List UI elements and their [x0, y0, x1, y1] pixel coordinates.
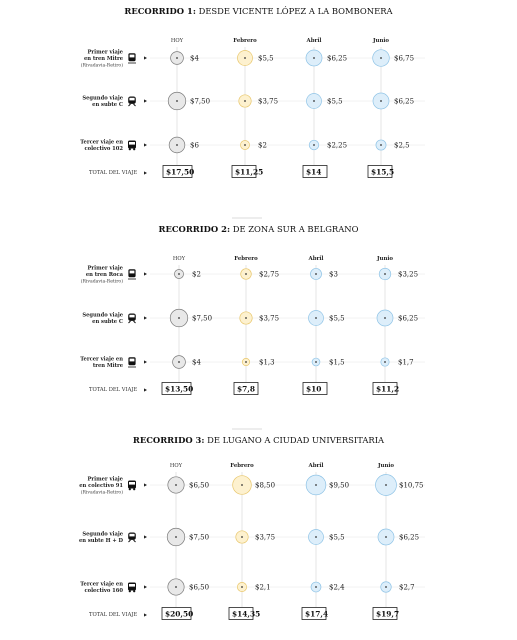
arrow-icon	[144, 99, 147, 102]
subway-window	[129, 534, 134, 537]
row-sublabel: (Rivadavia-Retiro)	[80, 490, 123, 496]
data-label: $2,75	[259, 270, 280, 279]
data-label: $5,5	[329, 533, 345, 542]
data-label: $6,75	[394, 54, 415, 63]
bubble-center	[313, 100, 315, 102]
row-label: Primer viaje	[87, 265, 123, 272]
row-label: colectivo 102	[84, 146, 123, 152]
bubble-center	[176, 144, 178, 146]
bubble-center	[175, 484, 177, 486]
bubble-center	[244, 57, 246, 59]
data-label: $1,3	[259, 358, 275, 367]
bus-window	[129, 584, 135, 587]
data-label: $5,5	[327, 97, 343, 106]
panel-title	[124, 5, 393, 16]
bubble-center	[178, 273, 180, 275]
data-label: $10,75	[399, 481, 424, 490]
data-label: $3,75	[258, 97, 279, 106]
table-row	[81, 266, 425, 285]
bubble-center	[245, 273, 247, 275]
table-row	[80, 356, 425, 369]
column-header-junio: Junio	[376, 256, 394, 262]
data-label: $7,50	[192, 314, 213, 323]
column-header-junio: Junio	[377, 463, 395, 469]
bubble-center	[244, 144, 246, 146]
bus-wheel	[133, 148, 135, 150]
panel-title-bold: RECORRIDO 1:	[124, 6, 196, 16]
recorrido-1	[80, 5, 425, 178]
recorrido-3	[79, 429, 425, 620]
bubble-center	[178, 361, 180, 363]
arrow-icon	[144, 171, 147, 174]
data-label: $3	[329, 270, 338, 279]
data-label: $1,5	[329, 358, 345, 367]
total-value-febrero: $11,25	[235, 167, 264, 177]
table-row	[81, 50, 425, 69]
column-header-hoy: HOY	[172, 256, 186, 262]
panel-title-rest: DE ZONA SUR A BELGRANO	[230, 224, 359, 234]
table-row	[80, 137, 425, 153]
arrow-icon	[144, 388, 147, 391]
data-label: $6,50	[189, 481, 210, 490]
arrow-icon	[144, 483, 147, 486]
data-label: $6,50	[189, 583, 210, 592]
bubble-center	[241, 586, 243, 588]
total-value-febrero: $14,35	[232, 609, 261, 619]
data-label: $5,5	[329, 314, 345, 323]
data-label: $8,50	[255, 481, 276, 490]
data-label: $2	[192, 270, 201, 279]
data-label: $5,5	[258, 54, 274, 63]
column-header-abril: Abril	[308, 256, 324, 262]
row-label: Segundo viaje	[82, 95, 123, 102]
arrow-icon	[144, 143, 147, 146]
column-header-hoy: HOY	[169, 463, 183, 469]
bus-wheel	[133, 488, 135, 490]
panel-title-rest: DE LUGANO A CIUDAD UNIVERSITARIA	[204, 435, 385, 445]
data-label: $2,4	[329, 583, 345, 592]
train-window	[130, 271, 135, 274]
row-label: en colectivo 91	[79, 483, 123, 489]
column-header-febrero: Febrero	[230, 463, 254, 469]
total-label: TOTAL DEL VIAJE	[89, 612, 138, 618]
row-label: colectivo 160	[84, 588, 123, 594]
subway-window	[129, 315, 134, 318]
bubble-center	[385, 536, 387, 538]
bubble-center	[385, 586, 387, 588]
table-row	[80, 579, 425, 595]
bubble-center	[384, 317, 386, 319]
table-row	[82, 92, 425, 110]
bus-window	[129, 142, 135, 145]
bubble-center	[178, 317, 180, 319]
bubble-center	[315, 586, 317, 588]
column-header-junio: Junio	[372, 38, 390, 44]
bus-window	[129, 482, 135, 485]
train-window	[130, 55, 135, 58]
data-label: $2	[258, 141, 267, 150]
bubble-center	[313, 57, 315, 59]
bubble-center	[241, 484, 243, 486]
data-label: $6,25	[394, 97, 415, 106]
bubble-center	[384, 361, 386, 363]
row-label: Segundo viaje	[82, 312, 123, 319]
column-header-abril: Abril	[306, 38, 322, 44]
row-label: en tren Mitre	[83, 56, 123, 62]
data-label: $3,25	[398, 270, 419, 279]
total-value-junio: $19,7	[376, 609, 400, 619]
data-label: $4	[192, 358, 201, 367]
data-label: $6,25	[327, 54, 348, 63]
data-label: $6	[190, 141, 199, 150]
bubble-center	[315, 361, 317, 363]
row-label: Tercer viaje en	[80, 139, 123, 146]
bubble-center	[313, 144, 315, 146]
subway-window	[129, 98, 134, 101]
bubble-center	[241, 536, 243, 538]
column-header-abril: Abril	[308, 463, 324, 469]
panel-title-bold: RECORRIDO 3:	[132, 435, 205, 445]
row-label: Primer viaje	[87, 49, 123, 56]
subway-legs	[129, 540, 136, 542]
panel-title	[133, 435, 385, 445]
data-label: $1,7	[398, 358, 414, 367]
panel-title-bold: RECORRIDO 2:	[158, 224, 231, 234]
bus-wheel	[129, 148, 131, 150]
bubble-center	[176, 57, 178, 59]
bubble-center	[175, 536, 177, 538]
subway-legs	[129, 321, 136, 323]
arrow-icon	[144, 613, 147, 616]
panel-title	[159, 224, 359, 234]
row-label: Segundo viaje	[82, 531, 123, 538]
data-label: $6,25	[398, 314, 419, 323]
total-value-abril: $14	[306, 167, 322, 177]
bubble-center	[176, 100, 178, 102]
data-label: $9,50	[329, 481, 350, 490]
total-value-hoy: $17,50	[166, 167, 195, 177]
total-value-junio: $15,5	[371, 167, 395, 177]
total-value-hoy: $20,50	[165, 609, 194, 619]
table-row	[82, 309, 425, 327]
total-value-abril: $10	[306, 384, 322, 394]
data-label: $4	[190, 54, 199, 63]
bubble-center	[380, 100, 382, 102]
table-row	[79, 528, 425, 546]
arrow-icon	[144, 585, 147, 588]
data-label: $6,25	[399, 533, 420, 542]
bubble-center	[315, 484, 317, 486]
train-window	[130, 359, 135, 362]
bubble-center	[245, 317, 247, 319]
panel-title-rest: DESDE VICENTE LÓPEZ A LA BOMBONERA	[195, 6, 393, 16]
data-label: $2,5	[394, 141, 410, 150]
column-header-febrero: Febrero	[234, 256, 258, 262]
bubble-center	[380, 144, 382, 146]
data-label: $7,50	[189, 533, 210, 542]
total-label: TOTAL DEL VIAJE	[89, 170, 138, 176]
bubble-center	[384, 273, 386, 275]
row-label: tren Mitre	[92, 363, 123, 369]
row-label: Tercer viaje en	[80, 581, 123, 588]
arrow-icon	[144, 535, 147, 538]
arrow-icon	[144, 316, 147, 319]
data-label: $2,25	[327, 141, 348, 150]
total-label: TOTAL DEL VIAJE	[89, 387, 138, 393]
bus-wheel	[129, 590, 131, 592]
data-label: $2,1	[255, 583, 271, 592]
row-sublabel: (Rivadavia-Retiro)	[80, 63, 123, 69]
total-value-junio: $11,2	[376, 384, 400, 394]
recorrido-2	[80, 218, 425, 395]
bubble-center	[245, 361, 247, 363]
column-header-hoy: HOY	[170, 38, 184, 44]
data-label: $2,7	[399, 583, 415, 592]
total-value-hoy: $13,50	[165, 384, 194, 394]
data-label: $7,50	[190, 97, 211, 106]
row-label: en subte C	[92, 102, 123, 108]
data-label: $3,75	[255, 533, 276, 542]
bus-wheel	[133, 590, 135, 592]
row-label: en subte H + D	[78, 538, 123, 544]
subway-legs	[129, 104, 136, 106]
arrow-icon	[144, 56, 147, 59]
bubble-center	[315, 317, 317, 319]
row-label: en tren Roca	[85, 272, 123, 278]
row-label: Tercer viaje en	[80, 356, 123, 363]
arrow-icon	[144, 272, 147, 275]
data-label: $3,75	[259, 314, 280, 323]
column-header-febrero: Febrero	[233, 38, 257, 44]
bubble-center	[315, 536, 317, 538]
bubble-center	[315, 273, 317, 275]
bus-wheel	[129, 488, 131, 490]
row-label: en subte C	[92, 319, 123, 325]
bubble-center	[175, 586, 177, 588]
bubble-center	[385, 484, 387, 486]
bubble-center	[380, 57, 382, 59]
row-sublabel: (Rivadavia-Retiro)	[80, 279, 123, 285]
total-value-febrero: $7,8	[237, 384, 256, 394]
arrow-icon	[144, 360, 147, 363]
row-label: Primer viaje	[87, 476, 123, 483]
bubble-center	[244, 100, 246, 102]
total-value-abril: $17,4	[305, 609, 329, 619]
table-row	[79, 475, 425, 496]
